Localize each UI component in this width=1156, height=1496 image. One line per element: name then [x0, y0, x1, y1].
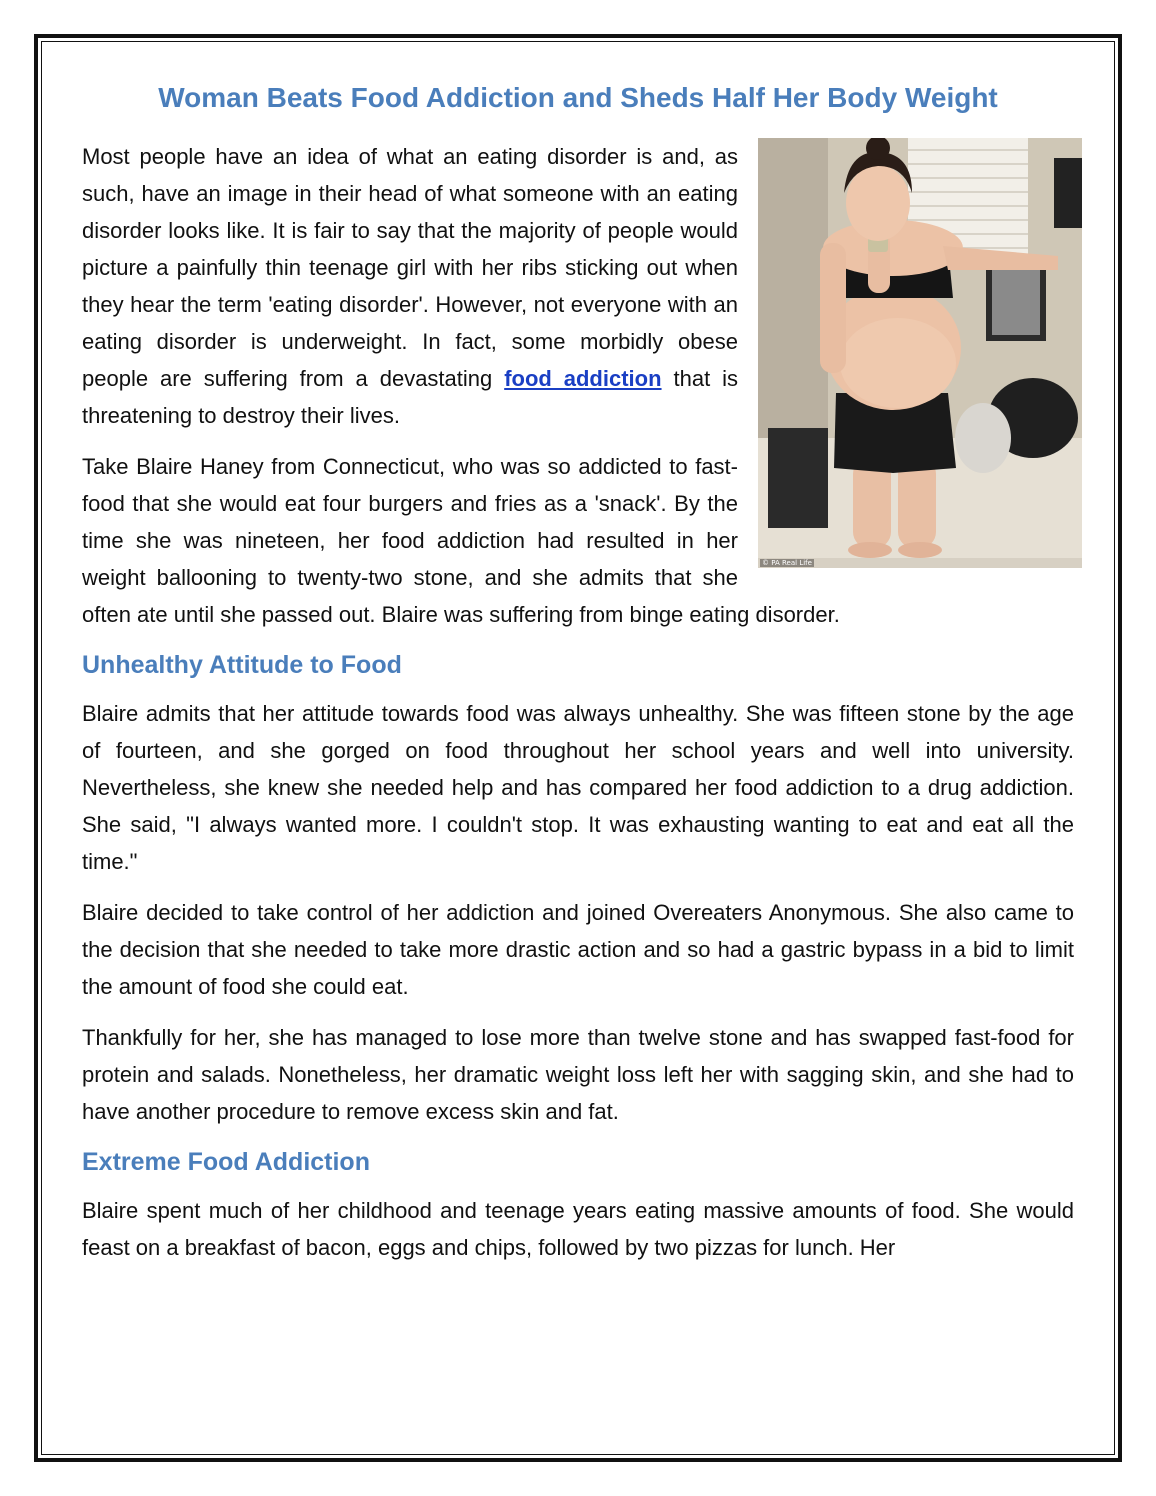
- intro-text-end: that is threatening to destroy their lives.: [82, 366, 738, 428]
- section1-paragraph: Blaire admits that her attitude towards food was always unhealthy. She was fifteen stone by the age of fourteen, and she gorged on food throughout her school years and well into university. Nevertheless, she knew she needed help and has compared her food addiction to a drug addiction. She said, "I always wanted more. I couldn't stop. It was exhausting wanting to eat and eat all the time.": [82, 701, 1074, 874]
- woman-mirror-selfie-image: [758, 138, 1082, 568]
- section-heading-unhealthy-attitude: Unhealthy Attitude to Food: [82, 651, 402, 679]
- section-heading-extreme-food-addiction: Extreme Food Addiction: [82, 1148, 370, 1176]
- intro-text: Most people have an idea of what an eating disorder is and, as such, have an image in their head of what someone with an eating disorder looks like. It is fair to say that the majority of people would picture a painfully thin teenage girl with her ribs sticking out when they hear the term 'eating disorder'. However, not everyone with an eating disorder is underweight. In fact, some morbidly obese people are suffering from a devastating: [82, 144, 738, 391]
- section2-paragraph: Blaire spent much of her childhood and teenage years eating massive amounts of food. She would feast on a breakfast of bacon, eggs and chips, followed by two pizzas for lunch. Her: [82, 1198, 1074, 1260]
- paragraph-blaire-haney: Take Blaire Haney from Connecticut, who was so addicted to fast-food that she would eat four burgers and fries as a 'snack'. By the time she was nineteen, her food addiction had resulted in her weight ballooning to twenty-two stone, and she admits that she often ate until she passed out. Blaire was suffering from binge eating disorder.: [82, 454, 840, 627]
- food-addiction-link[interactable]: food addiction: [504, 366, 662, 391]
- photo-credit: © PA Real Life: [762, 559, 812, 567]
- document-title: Woman Beats Food Addiction and Sheds Half Her Body Weight: [158, 82, 998, 113]
- section1-paragraph: Thankfully for her, she has managed to lose more than twelve stone and has swapped fast-food for protein and salads. Nonetheless, her dramatic weight loss left her with sagging skin, and she had to have another procedure to remove excess skin and fat.: [82, 1025, 1074, 1124]
- article-photo: [758, 138, 1082, 568]
- section1-paragraph: Blaire decided to take control of her addiction and joined Overeaters Anonymous. She also came to the decision that she needed to take more drastic action and so had a gastric bypass in a bid to limit the amount of food she could eat.: [82, 900, 1074, 999]
- document-body: [82, 78, 1074, 1280]
